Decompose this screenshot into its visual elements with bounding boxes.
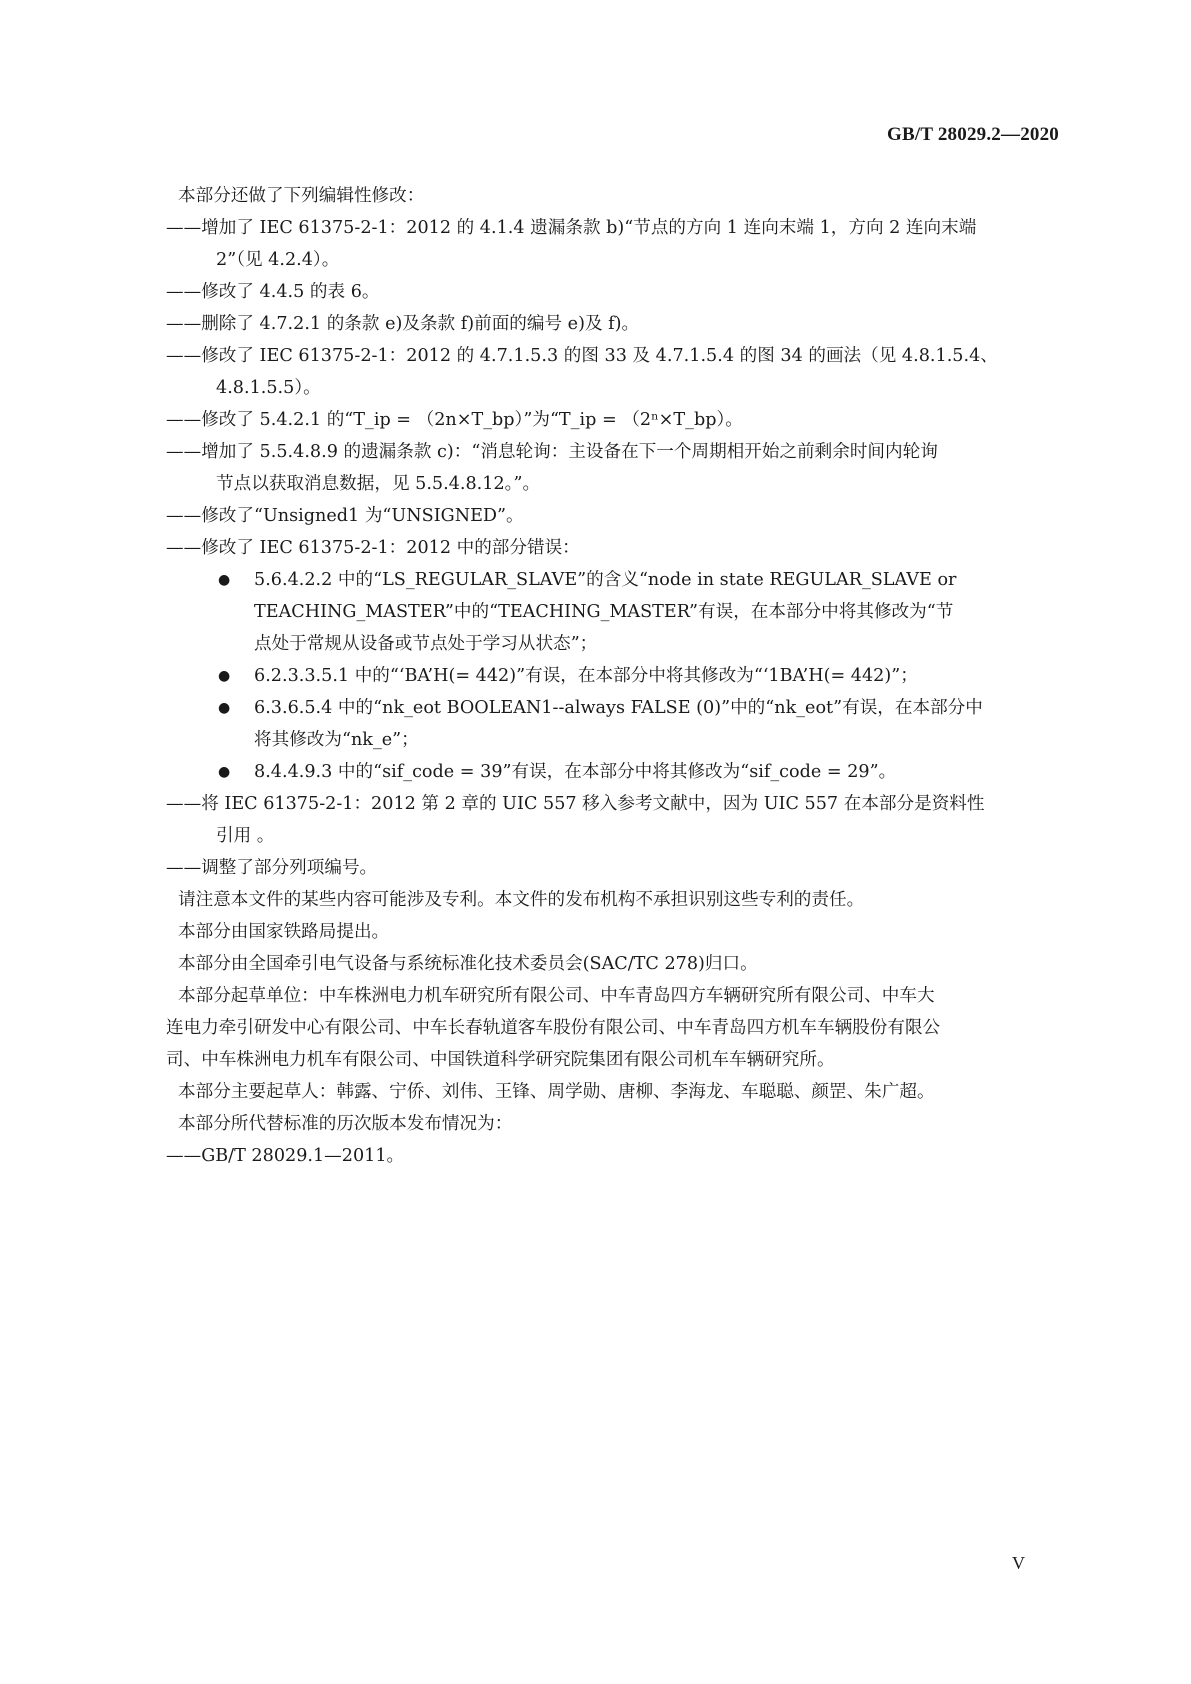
drafting-units-continuation: 连电力牵引研发中心有限公司、中车长春轨道客车股份有限公司、中车青岛四方机车车辆股份有限公 <box>166 1018 941 1038</box>
main-drafters: 本部分主要起草人：韩露、宁侨、刘伟、王锋、周学勋、唐柳、李海龙、车聪聪、颜罡、朱广超。 <box>178 1082 935 1102</box>
bullet-item <box>178 756 1060 788</box>
bullet-icon: ● <box>218 572 231 588</box>
bullet-text-line: 8.4.4.9.3 中的“sif_code = 39”有误，在本部分中将其修改为“sif_code = 29”。 <box>254 762 897 782</box>
list-item: ——增加了 IEC 61375-2-1：2012 的 4.1.4 遗漏条款 b)“节点的方向 1 连向末端 1，方向 2 连向末端 <box>166 218 977 238</box>
technical-committee: 本部分由全国牵引电气设备与系统标准化技术委员会(SAC/TC 278)归口。 <box>178 954 758 974</box>
intro-line: 本部分还做了下列编辑性修改： <box>178 186 425 206</box>
list-item-continuation: 2”（见 4.2.4）。 <box>216 250 340 270</box>
list-item: ——修改了 IEC 61375-2-1：2012 中的部分错误： <box>166 538 580 558</box>
bullet-icon: ● <box>218 764 231 780</box>
list-item: ——修改了 4.4.5 的表 6。 <box>166 282 380 302</box>
list-item-continuation: 引用 。 <box>216 826 275 846</box>
page-number: V <box>1012 1553 1025 1573</box>
list-item: ——修改了“Unsigned1 为“UNSIGNED”。 <box>166 506 524 526</box>
bullet-text-line: 5.6.4.2.2 中的“LS_REGULAR_SLAVE”的含义“node in state REGULAR_SLAVE or <box>254 570 957 590</box>
bullet-text-line: 6.2.3.3.5.1 中的“‘BA’H(= 442)”有误，在本部分中将其修改为“‘1BA’H(= 442)”； <box>254 666 918 686</box>
drafting-units: 本部分起草单位：中车株洲电力机车研究所有限公司、中车青岛四方车辆研究所有限公司、中车大 <box>178 986 935 1006</box>
list-item: ——删除了 4.7.2.1 的条款 e)及条款 f)前面的编号 e)及 f)。 <box>166 314 640 334</box>
proposed-by: 本部分由国家铁路局提出。 <box>178 922 390 942</box>
document-body <box>166 180 1060 1172</box>
bullet-text-line: TEACHING_MASTER”中的“TEACHING_MASTER”有误，在本部分中将其修改为“节 <box>254 602 954 622</box>
standard-code: GB/T 28029.2—2020 <box>887 124 1059 145</box>
bullet-text-line: 将其修改为“nk_e”； <box>254 730 419 750</box>
version-history-item: ——GB/T 28029.1—2011。 <box>166 1146 405 1166</box>
bullet-icon: ● <box>218 700 231 716</box>
list-item-continuation: 4.8.1.5.5）。 <box>216 378 321 398</box>
list-item: ——增加了 5.5.4.8.9 的遗漏条款 c)：“消息轮询：主设备在下一个周期相开始之前剩余时间内轮询 <box>166 442 938 462</box>
list-item: ——调整了部分列项编号。 <box>166 858 378 878</box>
bullet-item <box>178 692 1060 756</box>
list-item: ——修改了 5.4.2.1 的“T_ip = （2n×T_bp）”为“T_ip = （2ⁿ×T_bp）。 <box>166 410 743 430</box>
version-history-heading: 本部分所代替标准的历次版本发布情况为： <box>178 1114 513 1134</box>
list-item: ——将 IEC 61375-2-1：2012 第 2 章的 UIC 557 移入参考文献中，因为 UIC 557 在本部分是资料性 <box>166 794 985 814</box>
bullet-item <box>178 564 1060 660</box>
list-item-continuation: 节点以获取消息数据，见 5.5.4.8.12。”。 <box>216 474 541 494</box>
bullet-text-line: 6.3.6.5.4 中的“nk_eot BOOLEAN1--always FALSE (0)”中的“nk_eot”有误，在本部分中 <box>254 698 983 718</box>
drafting-units-continuation: 司、中车株洲电力机车有限公司、中国铁道科学研究院集团有限公司机车车辆研究所。 <box>166 1050 835 1070</box>
bullet-item <box>178 660 1060 692</box>
bullet-icon: ● <box>218 668 231 684</box>
list-item: ——修改了 IEC 61375-2-1：2012 的 4.7.1.5.3 的图 33 及 4.7.1.5.4 的图 34 的画法（见 4.8.1.5.4、 <box>166 346 998 366</box>
patent-notice: 请注意本文件的某些内容可能涉及专利。本文件的发布机构不承担识别这些专利的责任。 <box>178 890 865 910</box>
bullet-text-line: 点处于常规从设备或节点处于学习从状态”； <box>254 634 598 654</box>
